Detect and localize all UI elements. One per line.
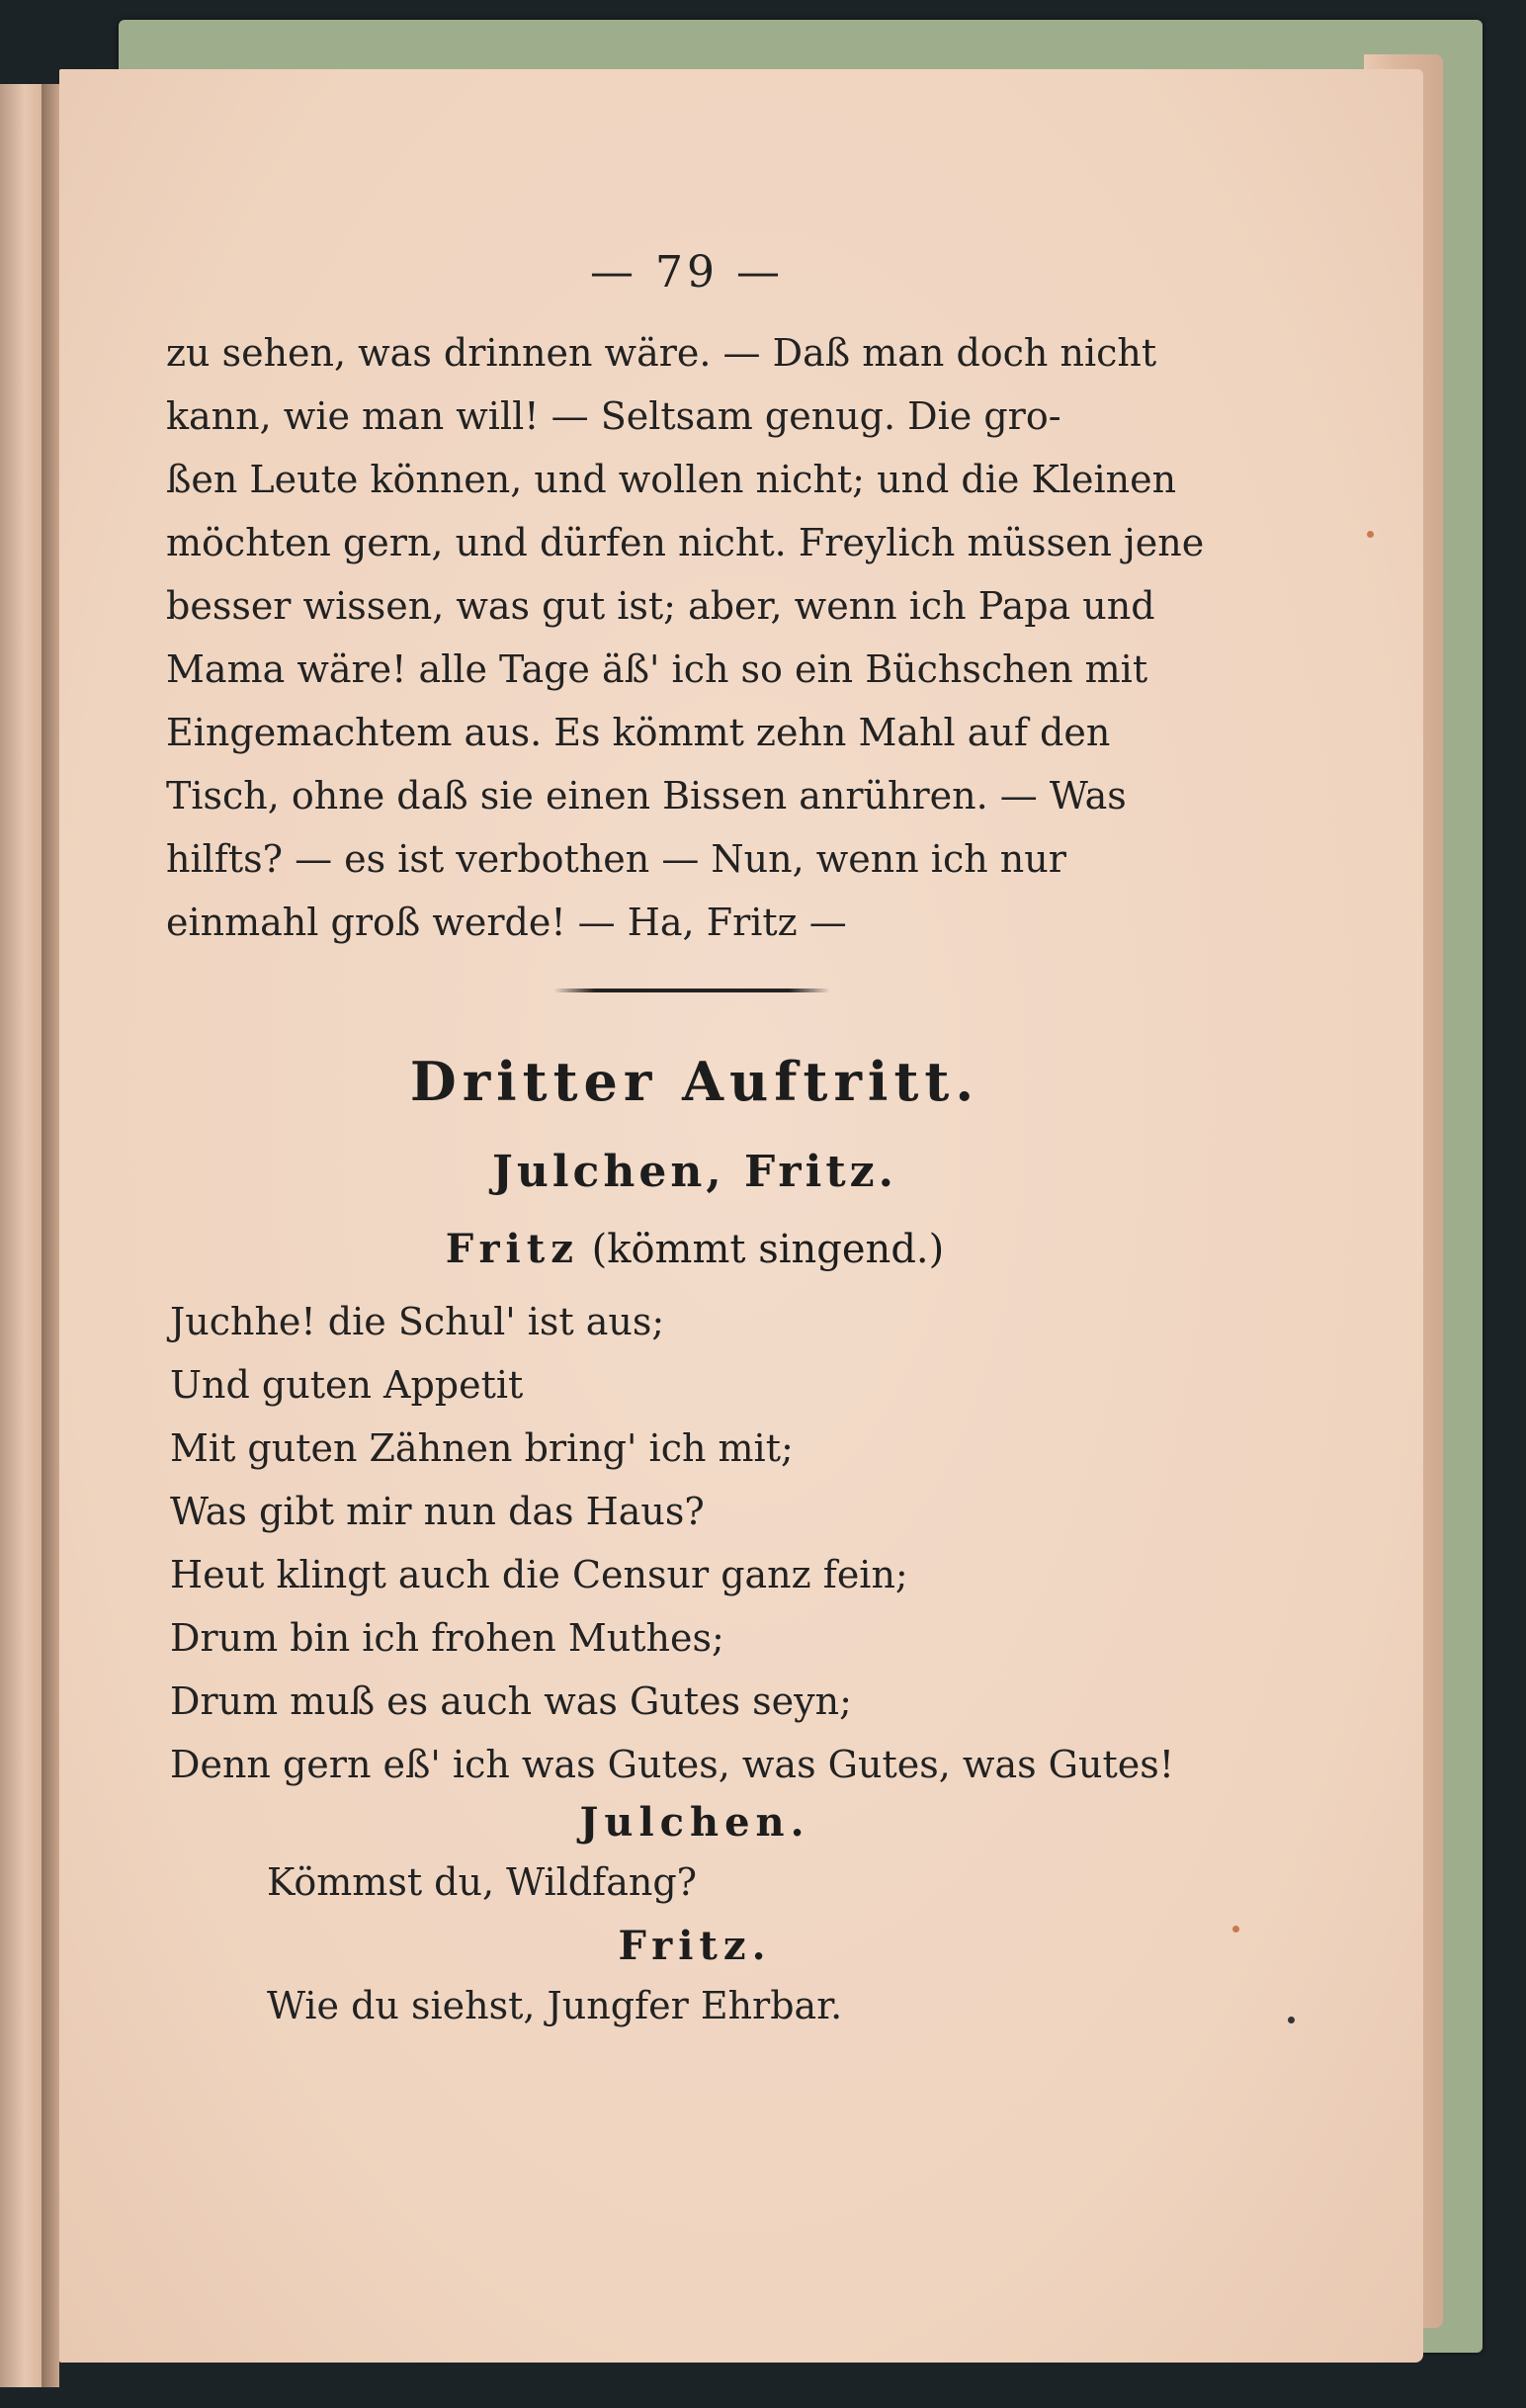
prose-block [166, 321, 1224, 954]
dialogue-speaker: Fritz. [618, 1923, 772, 1969]
song-line: Drum bin ich frohen Muthes; [170, 1616, 724, 1660]
prose-line: einmahl groß werde! — Ha, Fritz — [166, 901, 847, 944]
scene-title: Dritter Auftritt. [409, 1050, 980, 1113]
ink-spot [1288, 2017, 1295, 2023]
dialogue-line: Wie du siehst, Jungfer Ehrbar. [267, 1984, 843, 2027]
foxing-spot [1232, 1926, 1239, 1933]
song-speaker [166, 1226, 1224, 1272]
prose-line: kann, wie man will! — Seltsam genug. Die gro- [166, 394, 1061, 438]
dialogue-line: Kömmst du, Wildfang? [267, 1860, 698, 1904]
speaker-name: Fritz [445, 1226, 579, 1272]
song-line: Mit guten Zähnen bring' ich mit; [170, 1426, 794, 1470]
song-line: Was gibt mir nun das Haus? [170, 1490, 705, 1533]
previous-page-edge [0, 84, 42, 2387]
song-line: Juchhe! die Schul' ist aus; [170, 1300, 665, 1343]
dialogue-speaker: Julchen. [579, 1799, 810, 1846]
prose-line: zu sehen, was drinnen wäre. — Daß man doch nicht [166, 331, 1157, 375]
prose-line: Mama wäre! alle Tage äß' ich so ein Büchschen mit [166, 647, 1148, 691]
song-block [170, 1290, 1228, 1796]
song-line: Und guten Appetit [170, 1363, 524, 1407]
stage-direction: (kömmt singend.) [591, 1227, 945, 1272]
prose-line: ßen Leute können, und wollen nicht; und die Kleinen [166, 458, 1177, 501]
prose-line: Eingemachtem aus. Es kömmt zehn Mahl auf den [166, 711, 1111, 754]
prose-line: besser wissen, was gut ist; aber, wenn ich Papa und [166, 584, 1155, 628]
prose-line: Tisch, ohne daß sie einen Bissen anrühren. — Was [166, 774, 1127, 817]
prose-line: möchten gern, und dürfen nicht. Freylich müssen jene [166, 521, 1205, 564]
page-number: — 79 — [590, 247, 784, 298]
prose-line: hilfts? — es ist verbothen — Nun, wenn ich nur [166, 837, 1066, 881]
song-line: Drum muß es auch was Gutes seyn; [170, 1679, 852, 1723]
song-line: Heut klingt auch die Censur ganz fein; [170, 1553, 908, 1596]
section-divider [553, 989, 830, 992]
foxing-spot [1367, 531, 1374, 538]
book-gutter [42, 84, 59, 2387]
scene-characters: Julchen, Fritz. [492, 1147, 897, 1197]
song-line: Denn gern eß' ich was Gutes, was Gutes, was Gutes! [170, 1743, 1175, 1786]
